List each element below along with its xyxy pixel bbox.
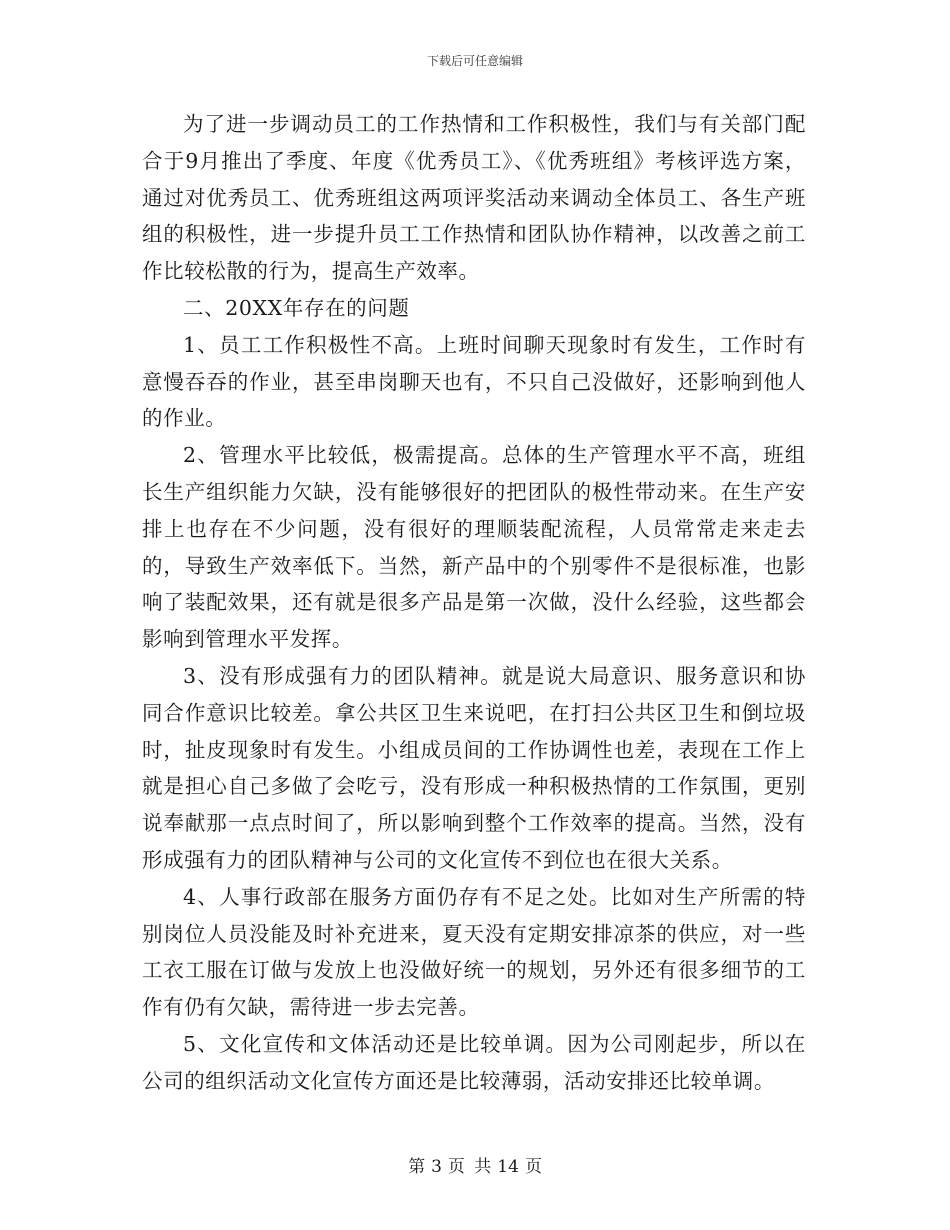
footer-suffix: 页 <box>524 1157 542 1177</box>
paragraph-issue-3: 3、没有形成强有力的团队精神。就是说大局意识、服务意识和协同合作意识比较差。拿公共区卫生来说吧，在打扫公共区卫生和倒垃圾时，扯皮现象时有发生。小组成员间的工作协调性也差，表现在工作上就是担心自己多做了会吃亏，没有形成一种积极热情的工作氛围，更别说奉献那一点点时间了，所以影响到整个工作效率的提高。当然，没有形成强有力的团队精神与公司的文化宣传不到位也在很大关系。 <box>142 663 806 872</box>
document-body <box>142 106 806 1100</box>
footer-prefix: 第 <box>408 1157 426 1177</box>
footer-middle: 页 共 <box>447 1157 492 1177</box>
page-footer <box>0 1152 950 1177</box>
footer-current-page: 3 <box>431 1157 442 1177</box>
section-heading: 二、20XX年存在的问题 <box>183 295 410 320</box>
footer-total-pages: 14 <box>497 1157 519 1177</box>
paragraph-issue-2: 2、管理水平比较低，极需提高。总体的生产管理水平不高，班组长生产组织能力欠缺，没有能够很好的把团队的极性带动来。在生产安排上也存在不少问题，没有很好的理顺装配流程，人员常常走来走去的，导致生产效率低下。当然，新产品中的个别零件不是很标准，也影响了装配效果，还有就是很多产品是第一次做，没什么经验，这些都会影响到管理水平发挥。 <box>142 443 806 652</box>
page-header-note: 下载后可任意编辑 <box>426 54 523 68</box>
paragraph-intro: 为了进一步调动员工的工作热情和工作积极性，我们与有关部门配合于9月推出了季度、年度《优秀员工》、《优秀班组》考核评选方案，通过对优秀员工、优秀班组这两项评奖活动来调动全体员工、各生产班组的积极性，进一步提升员工工作热情和团队协作精神，以改善之前工作比较松散的行为，提高生产效率。 <box>142 112 806 284</box>
paragraph-issue-5: 5、文化宣传和文体活动还是比较单调。因为公司刚起步，所以在公司的组织活动文化宣传方面还是比较薄弱，活动安排还比较单调。 <box>142 1031 806 1093</box>
paragraph-issue-1: 1、员工工作积极性不高。上班时间聊天现象时有发生，工作时有意慢吞吞的作业，甚至串岗聊天也有，不只自己没做好，还影响到他人的作业。 <box>142 332 806 431</box>
paragraph-issue-4: 4、人事行政部在服务方面仍存有不足之处。比如对生产所需的特别岗位人员没能及时补充进来，夏天没有定期安排凉茶的供应，对一些工衣工服在订做与发放上也没做好统一的规划，另外还有很多细节的工作有仍有欠缺，需待进一步去完善。 <box>142 884 806 1020</box>
